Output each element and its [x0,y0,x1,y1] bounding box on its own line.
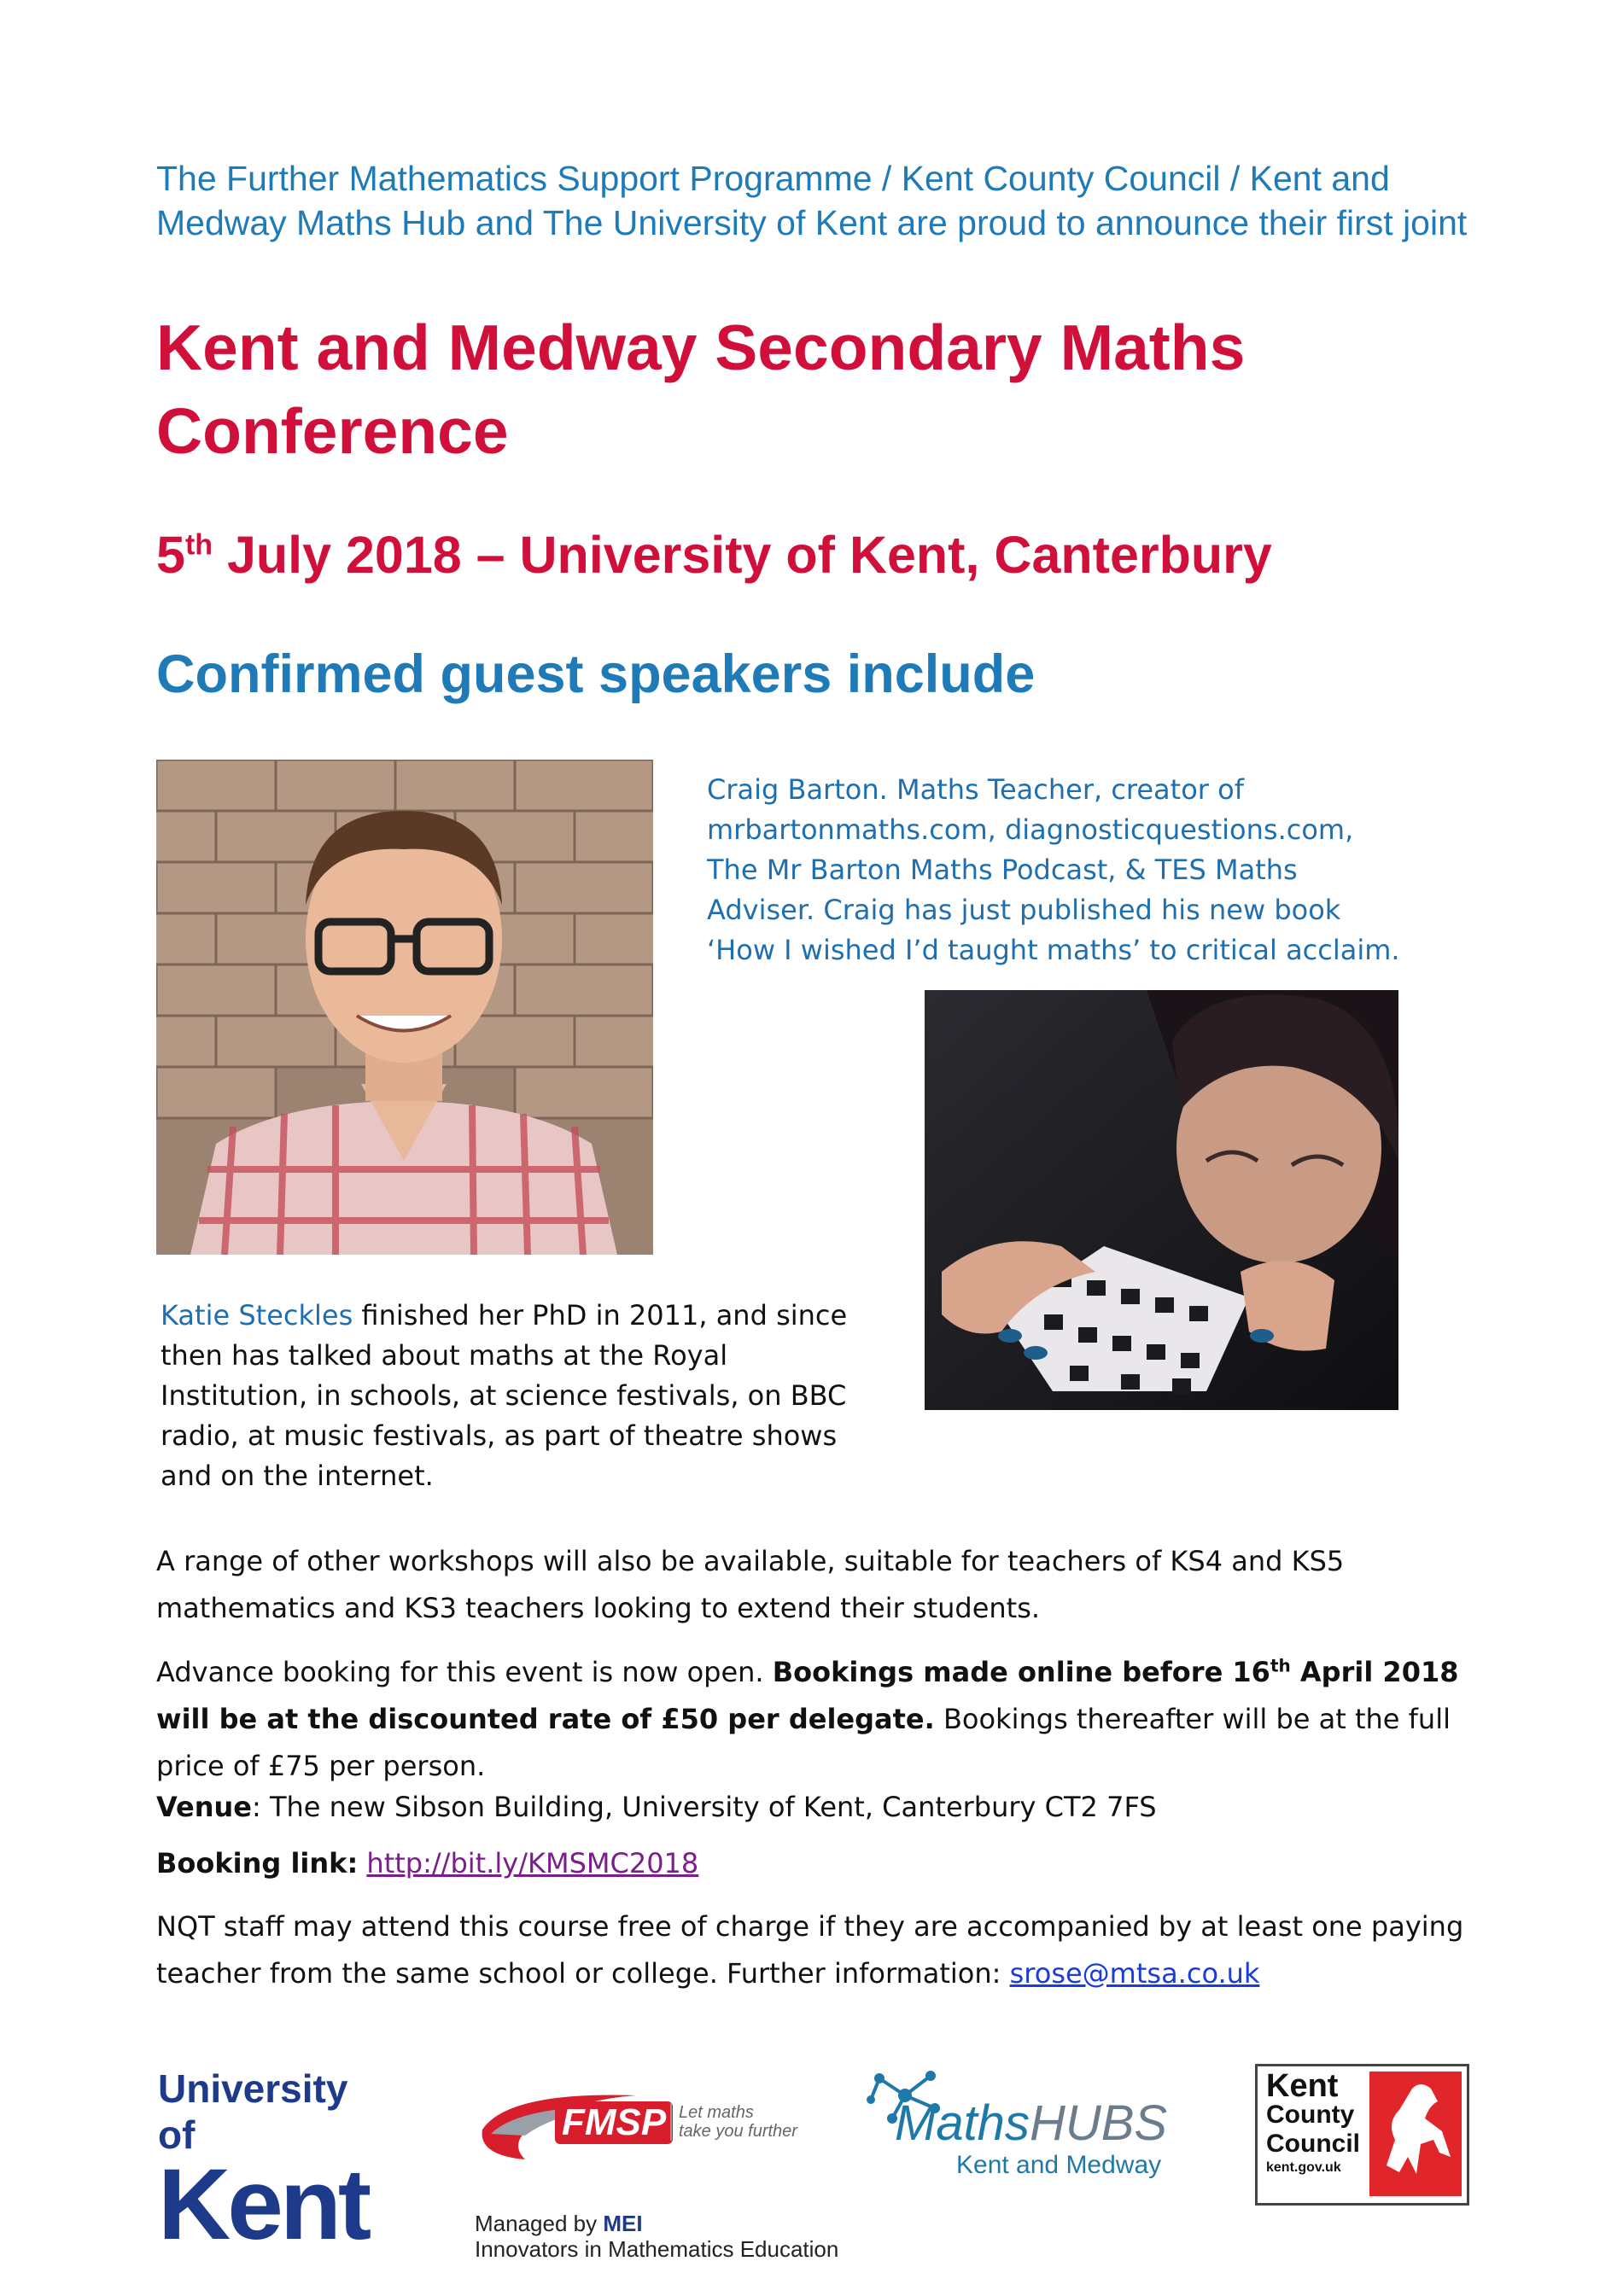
intro-text: The Further Mathematics Support Programme / Kent County Council / Kent and Medway Maths Hub and The University of Kent are proud to announce their first joint [156,159,1468,242]
kent-logo-line2: Kent [158,2148,369,2261]
contact-email-link[interactable]: srose@mtsa.co.uk [1009,1957,1260,1990]
booking-intro: Advance booking for this event is now open. [156,1656,773,1688]
mei-credit [475,2211,987,2262]
kent-county-council-logo [1255,2064,1469,2206]
booking-paragraph [156,1649,1488,1790]
craig-bio-line: ‘How I wished I’d taught maths’ to critical acclaim. [707,934,1400,966]
mei-line2: Innovators in Mathematics Education [475,2236,839,2262]
katie-bio-line: finished her PhD in 2011, and since [353,1299,848,1332]
craig-photo-graphic [156,760,653,1255]
booking-link[interactable]: http://bit.ly/KMSMC2018 [366,1847,699,1879]
date-suffix: th [184,528,213,562]
craig-bio-line: Adviser. Craig has just published his new book [707,894,1341,926]
date-day: 5 [156,526,185,584]
kcc-horse-emblem [1369,2072,1462,2196]
craig-bio-line: mrbartonmaths.com, diagnosticquestions.com, [707,813,1354,846]
workshops-paragraph: A range of other workshops will also be available, suitable for teachers of KS4 and KS5 mathematics and KS3 teachers looking to extend their students. [156,1545,1345,1624]
fmsp-tagline-1: Let maths [679,2103,754,2122]
speakers-heading: Confirmed guest speakers include [156,644,1036,704]
conference-title: Kent and Medway Secondary Maths Conference [156,312,1246,467]
katie-bio-line: Institution, in schools, at science festivals, on BBC [161,1379,847,1412]
katie-photo-graphic [925,990,1398,1410]
mei-brand: MEI [603,2211,643,2236]
fmsp-logo [474,2083,798,2168]
nqt-paragraph [156,1903,1488,1997]
venue-text: : The new Sibson Building, University of Kent, Canterbury CT2 7FS [251,1791,1157,1823]
venue-label: Venue [156,1791,252,1823]
craig-bio-line: Craig Barton. Maths Teacher, creator of [707,773,1244,806]
katie-bio-first-line [161,1296,912,1336]
booking-link-line [156,1840,1488,1887]
kcc-line2: County [1266,2101,1355,2129]
booking-link-label: Booking link: [156,1847,359,1879]
date-venue-heading [156,521,1272,589]
katie-bio-line: then has talked about maths at the Royal [161,1339,728,1372]
fmsp-tagline-2: take you further [679,2122,797,2141]
kcc-line1: Kent [1266,2068,1339,2104]
katie-steckles-photo [925,990,1398,1410]
maths-hubs-maths: Maths [895,2095,1030,2151]
booking-full-price: Bookings thereafter will be at the full price of £75 per person. [156,1703,1451,1782]
nqt-text: NQT staff may attend this course free of charge if they are accompanied by at least one paying teacher from the same school or college. Further information: [156,1910,1464,1990]
maths-hubs-hubs: HUBS [1029,2095,1168,2151]
craig-barton-bio [707,770,1475,970]
date-rest: July 2018 – University of Kent, Canterbury [213,526,1272,584]
kcc-line4: kent.gov.uk [1266,2160,1341,2175]
mei-managed-by: Managed by [475,2211,604,2236]
craig-barton-photo [156,760,653,1255]
katie-bio-line: radio, at music festivals, as part of theatre shows [161,1419,838,1452]
fmsp-wordmark: FMSP [555,2101,673,2144]
booking-discount-part2: April 2018 will be at the discounted rate of £50 per delegate. [156,1656,1459,1735]
kcc-line3: Council [1266,2130,1360,2158]
venue-line [156,1784,1488,1831]
katie-name: Katie Steckles [161,1299,353,1332]
fmsp-tagline [670,2103,797,2141]
kent-logo-line1: University of [158,2066,348,2157]
craig-bio-line: The Mr Barton Maths Podcast, & TES Maths [707,854,1298,886]
maths-hubs-logo [862,2066,1187,2177]
katie-steckles-bio [161,1296,912,1496]
university-of-kent-logo [158,2066,380,2261]
mei-line1 [475,2211,987,2236]
kcc-text-block [1266,2068,1360,2177]
katie-bio-line: and on the internet. [161,1460,434,1492]
booking-discount-part1: Bookings made online before 16 [772,1656,1270,1688]
booking-date-suffix: th [1270,1655,1291,1676]
maths-hubs-subtitle: Kent and Medway [956,2151,1162,2179]
maths-hubs-wordmark [895,2095,1167,2152]
kcc-horse-icon [1369,2072,1462,2196]
